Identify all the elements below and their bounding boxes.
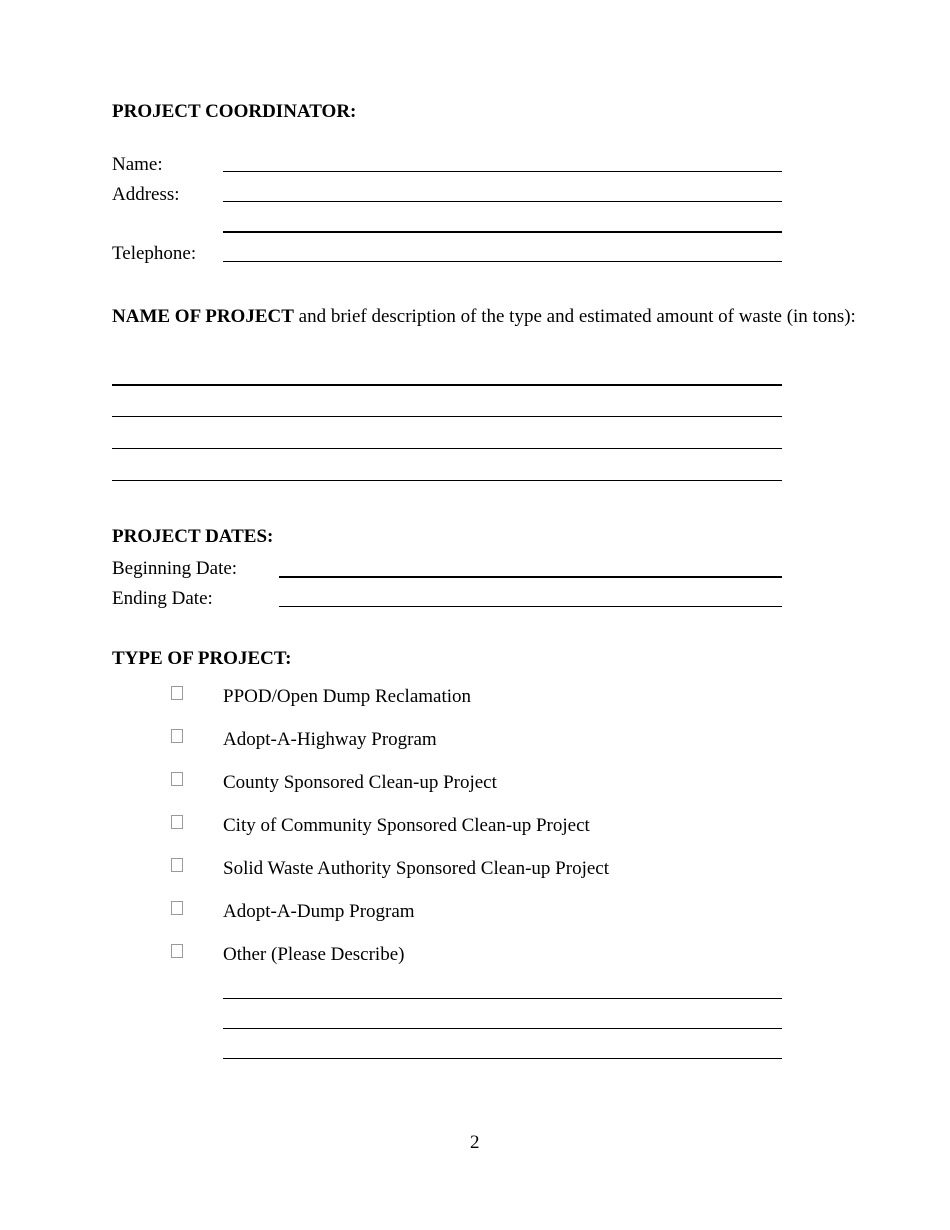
- option-label-adopt-a-highway: Adopt-A-Highway Program: [223, 729, 437, 750]
- name-label: Name:: [112, 154, 163, 175]
- address-field-line-2[interactable]: [223, 231, 782, 233]
- ending-date-label: Ending Date:: [112, 588, 213, 609]
- checkbox-ppod[interactable]: [171, 686, 183, 700]
- other-description-line-1[interactable]: [223, 998, 782, 999]
- dates-heading: PROJECT DATES:: [112, 526, 274, 547]
- project-name-heading: [112, 307, 856, 326]
- project-description-line-4[interactable]: [112, 480, 782, 481]
- coordinator-heading: PROJECT COORDINATOR:: [112, 101, 357, 122]
- beginning-date-field[interactable]: [279, 576, 782, 578]
- checkbox-other[interactable]: [171, 944, 183, 958]
- checkbox-adopt-a-dump[interactable]: [171, 901, 183, 915]
- other-description-line-2[interactable]: [223, 1028, 782, 1029]
- checkbox-solid-waste-cleanup[interactable]: [171, 858, 183, 872]
- project-name-heading-bold: NAME OF PROJECT: [112, 306, 294, 327]
- beginning-date-label: Beginning Date:: [112, 558, 238, 579]
- address-label: Address:: [112, 184, 180, 205]
- project-name-heading-rest: and brief description of the type and estimated amount of waste (in tons):: [293, 306, 856, 327]
- telephone-label: Telephone:: [112, 243, 197, 264]
- name-field[interactable]: [223, 171, 782, 172]
- option-label-county-cleanup: County Sponsored Clean-up Project: [223, 772, 497, 793]
- option-label-solid-waste-cleanup: Solid Waste Authority Sponsored Clean-up Project: [223, 858, 610, 879]
- ending-date-field[interactable]: [279, 606, 782, 607]
- checkbox-county-cleanup[interactable]: [171, 772, 183, 786]
- address-field-line-1[interactable]: [223, 201, 782, 202]
- other-description-line-3[interactable]: [223, 1058, 782, 1059]
- project-type-heading: TYPE OF PROJECT:: [112, 648, 292, 669]
- checkbox-adopt-a-highway[interactable]: [171, 729, 183, 743]
- option-label-adopt-a-dump: Adopt-A-Dump Program: [223, 901, 415, 922]
- telephone-field[interactable]: [223, 261, 782, 262]
- project-description-line-2[interactable]: [112, 416, 782, 417]
- option-label-other: Other (Please Describe): [223, 944, 405, 965]
- project-description-line-3[interactable]: [112, 448, 782, 449]
- option-label-city-cleanup: City of Community Sponsored Clean-up Project: [223, 815, 590, 836]
- checkbox-city-cleanup[interactable]: [171, 815, 183, 829]
- page-number: 2: [470, 1132, 480, 1153]
- option-label-ppod: PPOD/Open Dump Reclamation: [223, 686, 472, 707]
- project-description-line-1[interactable]: [112, 384, 782, 386]
